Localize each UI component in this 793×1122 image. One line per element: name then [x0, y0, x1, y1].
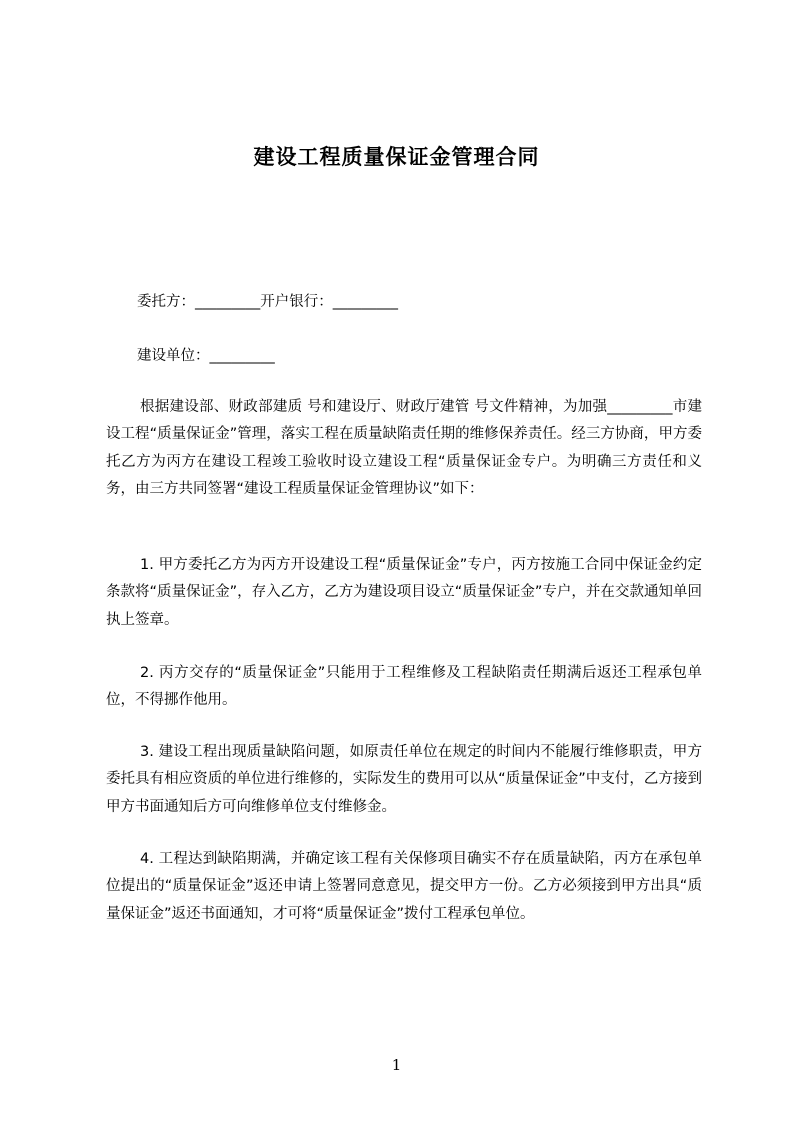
- construction-unit-line: 建设单位：_________: [137, 348, 275, 364]
- intro-paragraph: 根据建设部、财政部建质 号和建设厅、财政厅建管 号文件精神，为加强_________市建设工程“质量保证金”管理，落实工程在质量缺陷责任期的维修保养责任。经三方协商，甲方委托乙方为丙方在建设工程竣工验收时设立建设工程“质量保证金专户。为明确三方责任和义务，由三方共同签署“建设工程质量保证金管理协议”如下：: [106, 399, 702, 497]
- client-bank-line: 委托方：_________开户银行：_________: [137, 294, 398, 310]
- clause-4: 4. 工程达到缺陷期满，并确定该工程有关保修项目确实不存在质量缺陷，丙方在承包单位提出的“质量保证金”返还申请上签署同意意见，提交甲方一份。乙方必须接到甲方出具“质量保证金”返还书面通知，才可将“质量保证金”拨付工程承包单位。: [106, 851, 702, 922]
- clause-3: 3. 建设工程出现质量缺陷问题，如原责任单位在规定的时间内不能履行维修职责，甲方委托具有相应资质的单位进行维修的，实际发生的费用可以从“质量保证金”中支付，乙方接到甲方书面通知后方可向维修单位支付维修金。: [106, 744, 702, 815]
- page-number: 1: [391, 1056, 402, 1074]
- clause-2: 2. 丙方交存的“质量保证金”只能用于工程维修及工程缺陷责任期满后返还工程承包单位，不得挪作他用。: [106, 665, 702, 709]
- document-title: 建设工程质量保证金管理合同: [253, 145, 540, 169]
- clause-1: 1. 甲方委托乙方为丙方开设建设工程“质量保证金”专户，丙方按施工合同中保证金约定条款将“质量保证金”，存入乙方，乙方为建设项目设立“质量保证金”专户，并在交款通知单回执上签章。: [106, 557, 702, 628]
